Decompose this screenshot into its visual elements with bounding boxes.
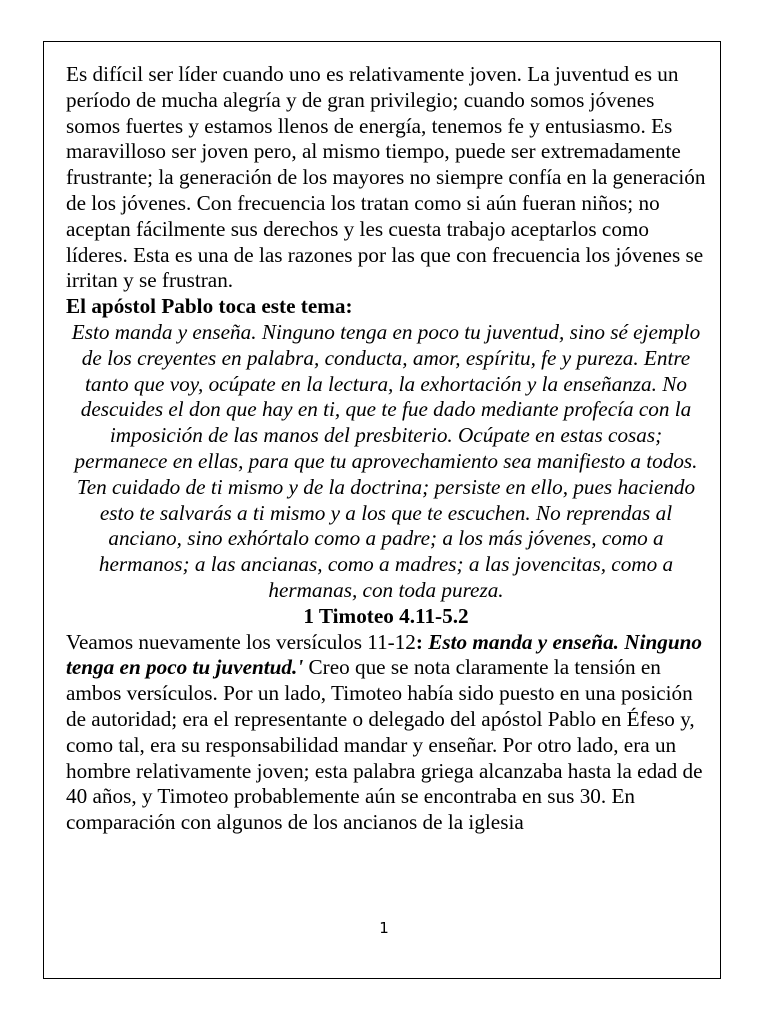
intro-paragraph: Es difícil ser líder cuando uno es relativamente joven. La juventud es un período de mucha alegría y de gran privilegio; cuando somos jóvenes somos fuertes y estamos llenos de energía, tenemos fe y entusiasmo. Es maravilloso ser joven pero, al mismo tiempo, puede ser extremadamente frustrante; la generación de los mayores no siempre confía en la generación de los jóvenes. Con frecuencia los tratan como si aún fueran niños; no aceptan fácilmente sus derechos y les cuesta trabajo aceptarlos como líderes. Esta es una de las razones por las que con frecuencia los jóvenes se irritan y se frustran. — [66, 62, 706, 293]
commentary-body: Creo que se nota claramente la tensión en ambos versículos. Por un lado, Timoteo había sido puesto en una posición de autoridad; era el representante o delegado del apóstol Pablo en Éfeso y, como tal, era su responsabilidad mandar y enseñar. Por otro lado, era un hombre relativamente joven; esta palabra griega alcanzaba hasta la edad de 40 años, y Timoteo probablemente aún se encontraba en sus 30. En comparación con algunos de los ancianos de la iglesia — [66, 655, 703, 835]
scripture-reference: 1 Timoteo 4.11-5.2 — [303, 603, 469, 628]
commentary-quoted-verse: Esto manda y enseña. Ninguno tenga en poco tu juventud.' — [66, 629, 702, 680]
section-heading: El apóstol Pablo toca este tema: — [66, 294, 353, 319]
scripture-quote: Esto manda y enseña. Ninguno tenga en poco tu juventud, sino sé ejemplo de los creyentes en palabra, conducta, amor, espíritu, fe y pureza. Entre tanto que voy, ocúpate en la lectura, la exhortación y la enseñanza. No descuides el don que hay en ti, que te fue dado mediante profecía con la imposición de las manos del presbiterio. Ocúpate en estas cosas; permanece en ellas, para que tu aprovechamiento sea manifiesto a todos. Ten cuidado de ti mismo y de la doctrina; persiste en ello, pues haciendo esto te salvarás a ti mismo y a los que te escuchen. No reprendas al anciano, sino exhórtalo como a padre; a los más jóvenes, como a hermanos; a las ancianas, como a madres; a las jovencitas, como a hermanas, con toda pureza. — [71, 319, 701, 602]
commentary-paragraph — [66, 630, 706, 836]
commentary-intro: Veamos nuevamente los versículos 11-12 — [66, 629, 416, 654]
commentary-colon: : — [415, 629, 423, 654]
page-number: 1 — [379, 919, 389, 937]
document-body — [66, 62, 706, 836]
